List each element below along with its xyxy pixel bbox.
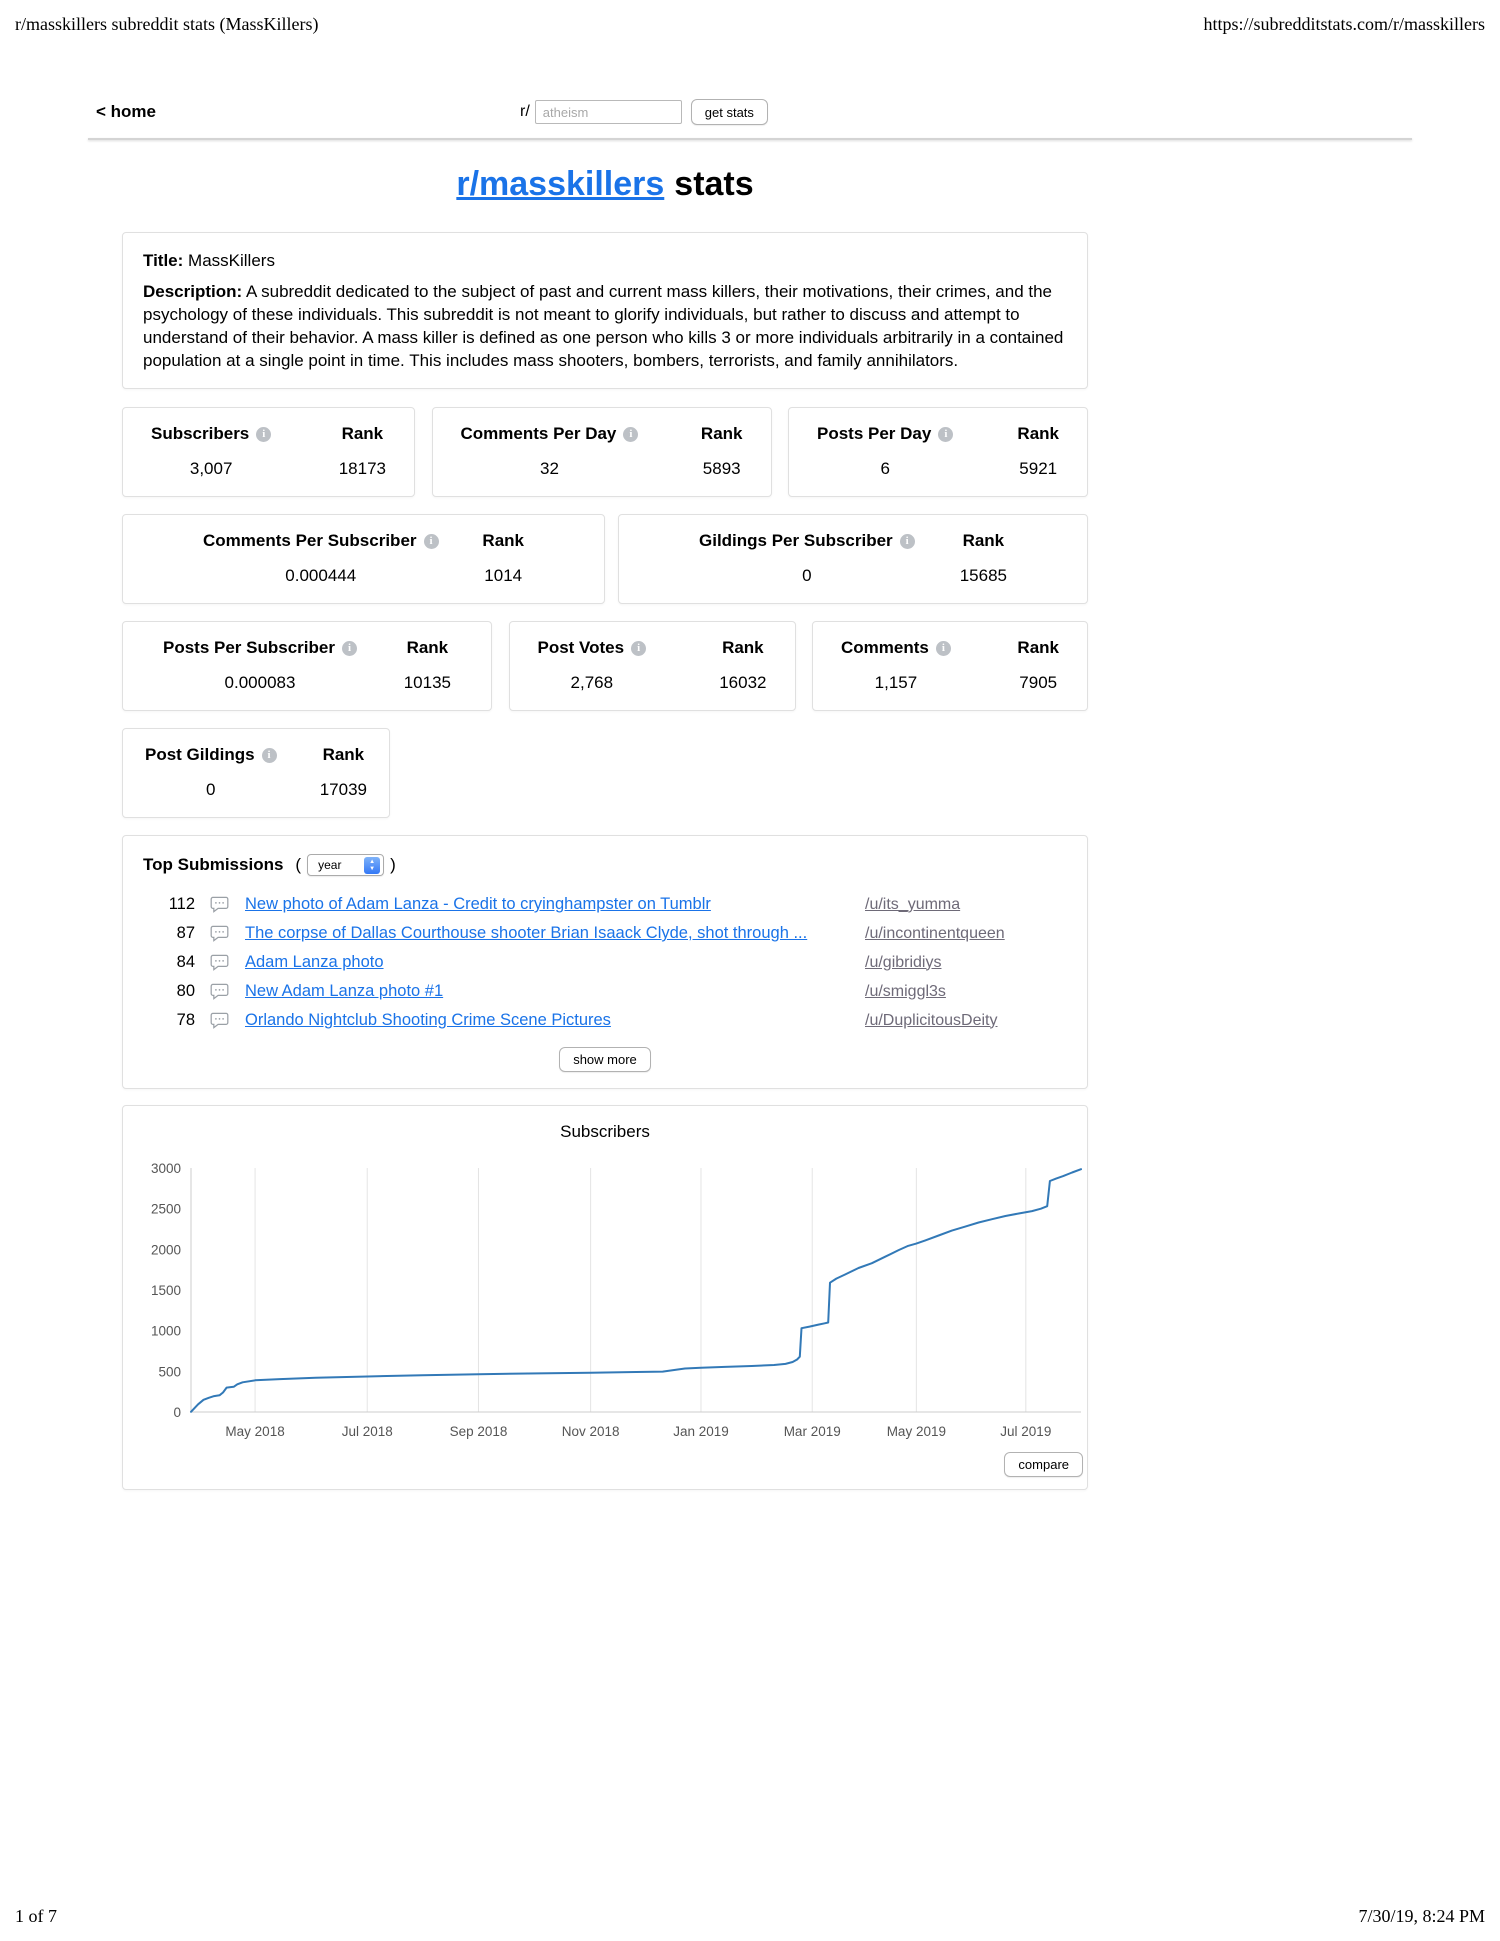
svg-text:0: 0: [173, 1405, 181, 1420]
stat-value: 0.000444: [285, 566, 357, 585]
nav-divider: [88, 138, 1412, 140]
stat-label: Comments Per Day: [460, 424, 617, 443]
rank-label: Rank: [700, 424, 743, 443]
svg-text:May 2018: May 2018: [225, 1424, 285, 1439]
stat-label: Posts Per Day: [817, 424, 932, 443]
svg-text:May 2019: May 2019: [886, 1424, 946, 1439]
compare-row: [123, 1452, 1087, 1477]
rank-value: 17039: [319, 780, 367, 799]
subreddit-title-line: [143, 249, 1067, 272]
subscribers-chart-card: [122, 1105, 1088, 1490]
select-stepper-icon: [364, 857, 380, 874]
svg-text:Sep 2018: Sep 2018: [449, 1424, 508, 1439]
stat-group: [461, 424, 639, 479]
rank-value: 7905: [1019, 673, 1058, 692]
svg-text:3000: 3000: [150, 1161, 181, 1176]
print-header-url: https://subredditstats.com/r/masskillers: [1203, 14, 1485, 34]
info-icon[interactable]: i: [936, 641, 951, 656]
show-more-button[interactable]: show more: [559, 1047, 651, 1072]
svg-text:Jul 2018: Jul 2018: [341, 1424, 393, 1439]
rank-value: 5921: [1019, 459, 1058, 478]
rank-group: [960, 531, 1007, 586]
stat-label: Comments Per Subscriber: [203, 531, 417, 550]
comment-icon[interactable]: [210, 983, 229, 1000]
subscribers-chart: [123, 1150, 1089, 1450]
stat-row-4: [122, 728, 1088, 818]
print-footer-datetime: 7/30/19, 8:24 PM: [1358, 1906, 1485, 1926]
stat-group: [151, 424, 271, 479]
select-up-arrow-icon: ▲: [369, 858, 376, 865]
subreddit-link[interactable]: r/masskillers: [456, 165, 665, 203]
title-label: Title:: [143, 251, 184, 270]
page-title-suffix: stats: [674, 165, 754, 203]
subreddit-search-group: [520, 98, 768, 126]
compare-button[interactable]: compare: [1004, 1452, 1083, 1477]
submission-title-link[interactable]: The corpse of Dallas Courthouse shooter Brian Isaack Clyde, shot through ...: [245, 924, 808, 942]
info-icon[interactable]: i: [342, 641, 357, 656]
description-value: A subreddit dedicated to the subject of past and current mass killers, their motivations, their crimes, and the psychology of these individuals. This subreddit is not meant to glorify individuals, but rather to discuss and attempt to understand of their behavior. A mass killer is defined as one person who kills 3 or more individuals arbitrarily in a contained population at a single point in time. This includes mass shooters, bombers, terrorists, and family annihilators.: [143, 282, 1064, 370]
stat-card-comments-per-subscriber: [122, 514, 605, 604]
submission-score: 84: [176, 953, 195, 971]
stat-value: 0: [802, 566, 812, 585]
stat-group: [145, 745, 277, 800]
stat-value: 1,157: [874, 673, 918, 692]
info-icon[interactable]: i: [623, 427, 638, 442]
top-submissions-heading: Top Submissions: [143, 855, 284, 874]
rank-value: 1014: [484, 566, 523, 585]
submission-title-link[interactable]: Orlando Nightclub Shooting Crime Scene Pictures: [245, 1011, 611, 1029]
submission-row: [143, 977, 1067, 1006]
info-icon[interactable]: i: [900, 534, 915, 549]
stat-value: 0.000083: [224, 673, 296, 692]
print-footer-page-number: 1 of 7: [15, 1906, 57, 1926]
comment-icon[interactable]: [210, 954, 229, 971]
rank-label: Rank: [962, 531, 1005, 550]
rank-label: Rank: [1017, 424, 1059, 443]
comment-icon[interactable]: [210, 896, 229, 913]
stat-value: 0: [206, 780, 216, 799]
svg-text:2000: 2000: [150, 1242, 181, 1258]
svg-text:Jul 2019: Jul 2019: [1000, 1424, 1052, 1439]
stat-label: Subscribers: [151, 424, 250, 443]
stat-group: [163, 638, 357, 693]
info-icon[interactable]: i: [262, 748, 277, 763]
subreddit-description-line: [143, 280, 1067, 372]
main-content: [122, 164, 1088, 1490]
top-submissions-header: [143, 854, 1067, 876]
stat-group: [699, 531, 915, 586]
svg-text:2500: 2500: [150, 1201, 181, 1217]
rank-label: Rank: [341, 424, 384, 443]
rank-value: 16032: [719, 673, 767, 692]
submission-title-link[interactable]: Adam Lanza photo: [245, 953, 384, 971]
stat-card-subscribers: [122, 407, 415, 497]
submission-score: 87: [176, 924, 195, 942]
top-nav: [88, 98, 1412, 130]
stat-row-2: [122, 514, 1088, 604]
rank-group: [404, 638, 451, 693]
stat-card-post-gildings: [122, 728, 390, 818]
print-header: [15, 14, 1485, 35]
rank-group: [701, 424, 743, 479]
stat-group: [538, 638, 647, 693]
stat-label: Comments: [841, 638, 929, 657]
stat-card-posts-per-day: [788, 407, 1088, 497]
info-icon[interactable]: i: [938, 427, 953, 442]
info-icon[interactable]: i: [424, 534, 439, 549]
rank-group: [482, 531, 524, 586]
rank-value: 10135: [403, 673, 451, 692]
get-stats-button[interactable]: get stats: [691, 99, 768, 125]
submission-author-link[interactable]: /u/DuplicitousDeity: [865, 1011, 998, 1029]
submission-row: [143, 948, 1067, 977]
print-header-title: r/masskillers subreddit stats (MassKillers): [15, 14, 319, 34]
select-down-arrow-icon: ▼: [369, 865, 376, 872]
submission-score: 112: [168, 895, 195, 913]
paren-close: ): [390, 855, 396, 874]
stat-label: Post Votes: [537, 638, 625, 657]
rank-group: [320, 745, 367, 800]
rank-value: 18173: [338, 459, 386, 478]
rank-group: [1017, 424, 1059, 479]
stat-card-post-votes: [509, 621, 796, 711]
rank-label: Rank: [1017, 638, 1059, 657]
rank-group: [339, 424, 386, 479]
rank-group: [1017, 638, 1059, 693]
stat-value: 3,007: [189, 459, 233, 478]
stat-value: 32: [539, 459, 559, 478]
rank-label: Rank: [482, 531, 524, 550]
svg-text:Mar 2019: Mar 2019: [783, 1424, 841, 1439]
submission-author-link[interactable]: /u/incontinentqueen: [865, 924, 1005, 942]
print-footer: [15, 1906, 1485, 1927]
stat-value: 2,768: [570, 673, 614, 692]
subreddit-input[interactable]: [535, 100, 682, 124]
rank-value: 15685: [959, 566, 1007, 585]
stat-value: 6: [880, 459, 890, 478]
stat-row-3: [122, 621, 1088, 711]
submission-score: 78: [176, 1011, 195, 1029]
svg-text:1500: 1500: [150, 1283, 181, 1298]
stat-label: Posts Per Subscriber: [163, 638, 335, 657]
stat-card-gildings-per-subscriber: [618, 514, 1088, 604]
subreddit-info-card: [122, 232, 1088, 389]
submission-author-link[interactable]: /u/gibridiys: [865, 953, 942, 971]
stat-card-comments: [812, 621, 1088, 711]
info-icon[interactable]: i: [256, 427, 271, 442]
submission-title-link[interactable]: New photo of Adam Lanza - Credit to cryinghampster on Tumblr: [245, 895, 711, 913]
stat-label: Gildings Per Subscriber: [699, 531, 893, 550]
period-select-value: year: [318, 858, 342, 872]
title-value: MassKillers: [188, 251, 275, 270]
stat-row-1: [122, 407, 1088, 497]
submission-row: [143, 919, 1067, 948]
page-title: [122, 164, 1088, 204]
submission-author-link[interactable]: /u/smiggl3s: [865, 982, 946, 1000]
svg-text:Jan 2019: Jan 2019: [673, 1424, 729, 1439]
submission-row: [143, 890, 1067, 919]
period-select[interactable]: [307, 854, 384, 876]
stat-card-comments-per-day: [432, 407, 772, 497]
top-submissions-card: [122, 835, 1088, 1089]
show-more-row: [143, 1047, 1067, 1072]
rank-label: Rank: [322, 745, 365, 764]
stat-label: Post Gildings: [145, 745, 255, 764]
chart-title: Subscribers: [560, 1122, 650, 1141]
submission-score: 80: [176, 982, 195, 1000]
submission-title-link[interactable]: New Adam Lanza photo #1: [245, 982, 444, 1000]
submission-author-link[interactable]: /u/its_yumma: [865, 895, 961, 913]
stat-group: [203, 531, 439, 586]
stat-group: [817, 424, 953, 479]
comment-icon[interactable]: [210, 1012, 229, 1029]
stat-card-posts-per-subscriber: [122, 621, 492, 711]
submission-row: [143, 1006, 1067, 1035]
description-label: Description:: [143, 282, 243, 301]
rank-value: 5893: [702, 459, 741, 478]
comment-icon[interactable]: [210, 925, 229, 942]
rank-group: [719, 638, 766, 693]
svg-text:1000: 1000: [150, 1323, 181, 1339]
rank-label: Rank: [722, 638, 764, 657]
stat-group: [841, 638, 951, 693]
svg-text:500: 500: [158, 1364, 181, 1380]
svg-text:Nov 2018: Nov 2018: [561, 1424, 620, 1439]
submissions-list: [143, 890, 1067, 1035]
info-icon[interactable]: i: [631, 641, 646, 656]
home-link[interactable]: < home: [96, 102, 156, 121]
subreddit-prefix-label: r/: [520, 103, 530, 120]
rank-label: Rank: [406, 638, 449, 657]
paren-open: (: [295, 855, 302, 874]
